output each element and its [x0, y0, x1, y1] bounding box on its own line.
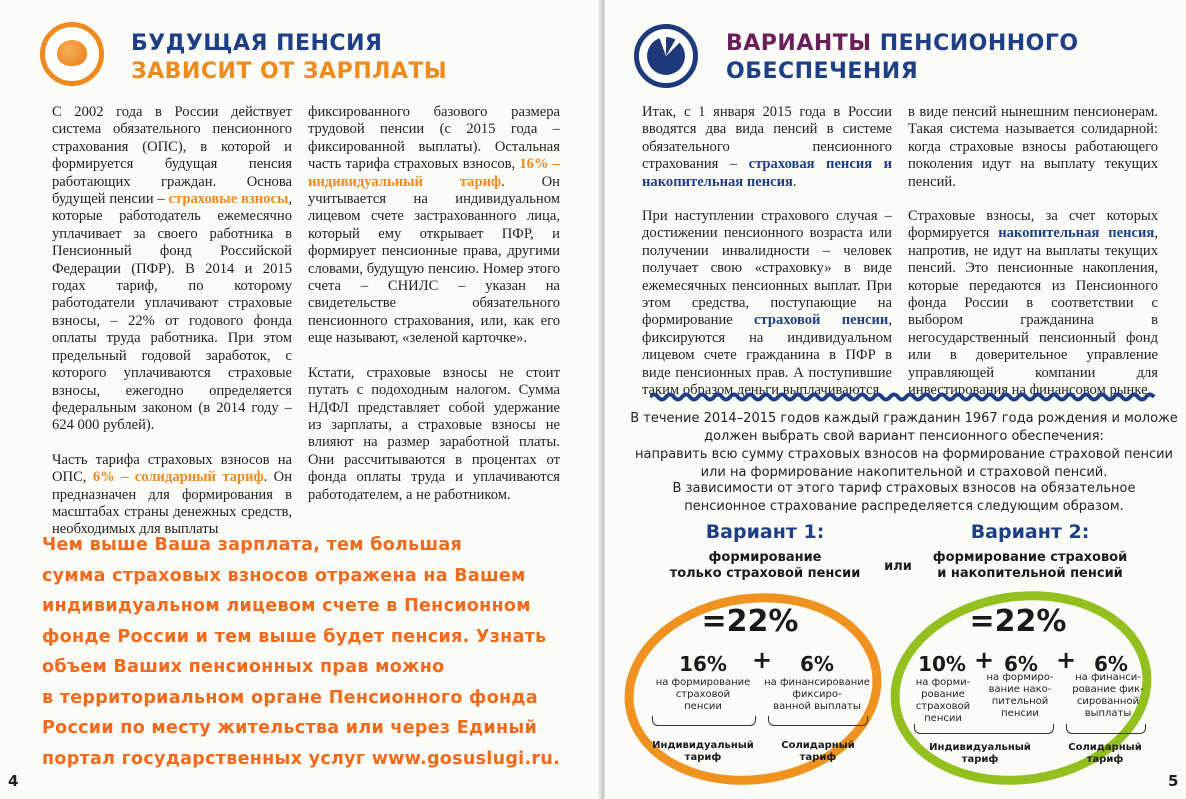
variant-1-title: Вариант 1:: [705, 521, 825, 543]
variant-1-subtitle: формирование только страховой пенсии: [669, 550, 861, 581]
slogan-line: объем Ваших пенсионных прав можно: [42, 657, 445, 677]
slogan-line: фонде России и тем выше будет пенсия. Узнать: [42, 626, 547, 647]
highlight-term: страховые взносы: [168, 191, 289, 208]
paragraph: При наступлении страхового случая – достижении пенсионного возраста или получении инвалидности – человек получает свою «страховку» в виде ежемесячных пенсионных выплат. При этом средства, поступающие на формирование страховой пенсии, фиксируются на индивидуальном лицевом счете гражданина в ПФР в виде пенсионных прав. А поступившие таким образом деньги выплачиваются: [642, 208, 892, 399]
slogan-line: России по месту жительства или через Единый: [42, 718, 538, 738]
variant-2-subtitle: формирование страховой и накопительной пенсий: [932, 550, 1128, 581]
paragraph: Кстати, страховые взносы не стоит путать с подоходным налогом. Сумма НДФЛ представляет собой удержание из зарплаты, а страховые взносы не влияют на размер заработной платы. Они рассчитываются в процентах от фонда оплаты труда и уплачиваются работодателем, а не работником.: [308, 364, 560, 503]
slogan-line: индивидуальном лицевом счете в Пенсионном: [42, 596, 531, 616]
info-text-2: В зависимости от этого тариф страховых взносов на обязательное пенсионное страхование распределяется следующим образом.: [672, 481, 1136, 514]
gosuslugi-link[interactable]: www.gosuslugi.ru: [371, 748, 554, 769]
variant-2-part3-note: на финанси- рование фик- сированной выплаты: [1072, 672, 1144, 719]
brace: [652, 716, 756, 726]
highlight-term: страховая пенсия и накопительная пенсия: [642, 156, 892, 190]
variant-1-solidarity-tarif: Солидарный тариф: [781, 740, 855, 763]
brace: [914, 724, 1054, 734]
left-column-2: [308, 104, 560, 504]
variant-2-part1-pct: 10%: [918, 652, 966, 676]
highlight-term: 16% – индивидуальный тариф: [308, 156, 560, 190]
left-title-line1: БУДУЩАЯ ПЕНСИЯ: [131, 31, 383, 56]
variant-2-title: Вариант 2:: [970, 521, 1090, 543]
highlight-term: страховой пенсии: [754, 312, 889, 329]
variant-1-individual-tarif: Индивидуальный тариф: [652, 740, 754, 763]
variant-2-part2-note: на формиро- вание нако- пительной пенсии: [986, 672, 1054, 719]
right-title-line2: ОБЕСПЕЧЕНИЯ: [726, 59, 919, 84]
highlight-term: 6% – солидарный тариф: [92, 469, 264, 486]
right-title-word1: ВАРИАНТЫ: [726, 31, 872, 56]
paragraph: фиксированного базового размера трудовой пенсии (с 2015 года – фиксированной выплаты). Остальная часть тарифа страховых взносов, 16% – индивидуальный тариф. Он учитывается на индивидуальном лицевом счете застрахованного лица, который ему открывает ПФР, и формирует пенсионные права, другими словами, будущую пенсию. Номер этого счета – СНИЛС – указан на свидетельстве обязательного пенсионного страхования, или, как его еще называют, «зеленой карточке».: [308, 104, 560, 347]
variant-1-part1-note: на формирование страховой пенсии: [655, 677, 751, 712]
variant-2-part2-pct: 6%: [1004, 652, 1038, 676]
slogan-line: Чем выше Ваша зарплата, тем большая: [42, 535, 463, 555]
right-page-title: [726, 30, 1079, 86]
right-title-word2: ПЕНСИОННОГО: [871, 31, 1079, 56]
right-column-1: [642, 104, 892, 400]
variant-2-solidarity-tarif: Солидарный тариф: [1068, 742, 1142, 765]
variant-1-part2-note: на финансирование фиксиро- ванной выплаты: [764, 677, 870, 712]
page-number-right: 5: [1168, 772, 1179, 790]
brace: [768, 716, 868, 726]
left-column-1: [52, 104, 292, 539]
paragraph: Итак, с 1 января 2015 года в России вводятся два вида пенсий в системе обязательного пенсионного страхования – страховая пенсия и накопительная пенсия.: [642, 104, 892, 190]
piggy-bank-icon: [40, 22, 104, 86]
highlight-term: накопительная пенсия: [998, 225, 1155, 242]
variant-2-individual-tarif: Индивидуальный тариф: [929, 742, 1031, 765]
pie-chart-icon: [634, 24, 698, 88]
wave-divider: [650, 392, 1156, 402]
left-title-line2: ЗАВИСИТ ОТ ЗАРПЛАТЫ: [131, 59, 448, 84]
slogan-line: сумма страховых взносов отражена на Вашем: [42, 565, 526, 586]
slogan-line: в территориальном органе Пенсионного фонда: [42, 687, 538, 708]
paragraph: Страховые взносы, за счет которых формируется накопительная пенсия, напротив, не идут на выплаты текущих пенсий. Это пенсионные накопления, которые передаются из Пенсионного фонда России в соответствии с выбором гражданина в негосударственный пенсионный фонд или в доверительное управление управляющей компании для инвестирования на финансовом рынке.: [908, 208, 1158, 399]
plus-sign: +: [752, 646, 773, 674]
variant-2-part3-pct: 6%: [1094, 652, 1128, 676]
paragraph: Часть тарифа страховых взносов на ОПС, 6% – солидарный тариф. Он предназначен для формирования в масштабах страны денежных средств, необходимых для выплаты: [52, 451, 292, 538]
paragraph: С 2002 года в России действует система обязательного пенсионного страхования (ОПС), в которой и формируется будущая пенсия работающих граждан. Основа будущей пенсии – страховые взносы, которые работодатель ежемесячно уплачивает за своего работника в Пенсионный фонд Российской Федерации (ПФР). В 2014 и 2015 годах тариф, по которому работодатели уплачивают страховые взносы, – 22% от годового фонда оплаты труда работника. При этом предельный годовой заработок, с которого уплачиваются страховые взносы, ежегодно определяется федеральным законом (в 2014 году – 624 000 рублей).: [52, 104, 292, 434]
or-label: или: [884, 559, 912, 574]
slogan-callout: [42, 530, 562, 774]
info-text-1: В течение 2014–2015 годов каждый гражданин 1967 года рождения и моложе должен выбрать свой вариант пенсионного обеспечения: направить всю сумму страховых взносов на формирование страховой пенсии или на формирование накопительной и страховой пенсий.: [630, 411, 1178, 480]
plus-sign: +: [1056, 646, 1077, 674]
plus-sign: +: [974, 646, 995, 674]
variant-2-total: =22%: [969, 604, 1067, 639]
right-column-2: [908, 104, 1158, 400]
variant-2-part1-note: на форми- рование страховой пенсии: [915, 677, 971, 724]
variant-1-part1-pct: 16%: [679, 652, 727, 676]
paragraph: в виде пенсий нынешним пенсионерам. Такая система называется солидарной: когда страховые взносы работающего поколения идут на выплату текущих пенсий.: [908, 104, 1158, 190]
left-page-title: [131, 30, 447, 86]
variant-1-total: =22%: [701, 604, 799, 639]
variant-1-part2-pct: 6%: [800, 652, 834, 676]
brace: [1066, 724, 1146, 734]
slogan-line: портал государственных услуг www.gosuslugi.ru.: [42, 748, 561, 769]
page-number-left: 4: [8, 772, 19, 790]
